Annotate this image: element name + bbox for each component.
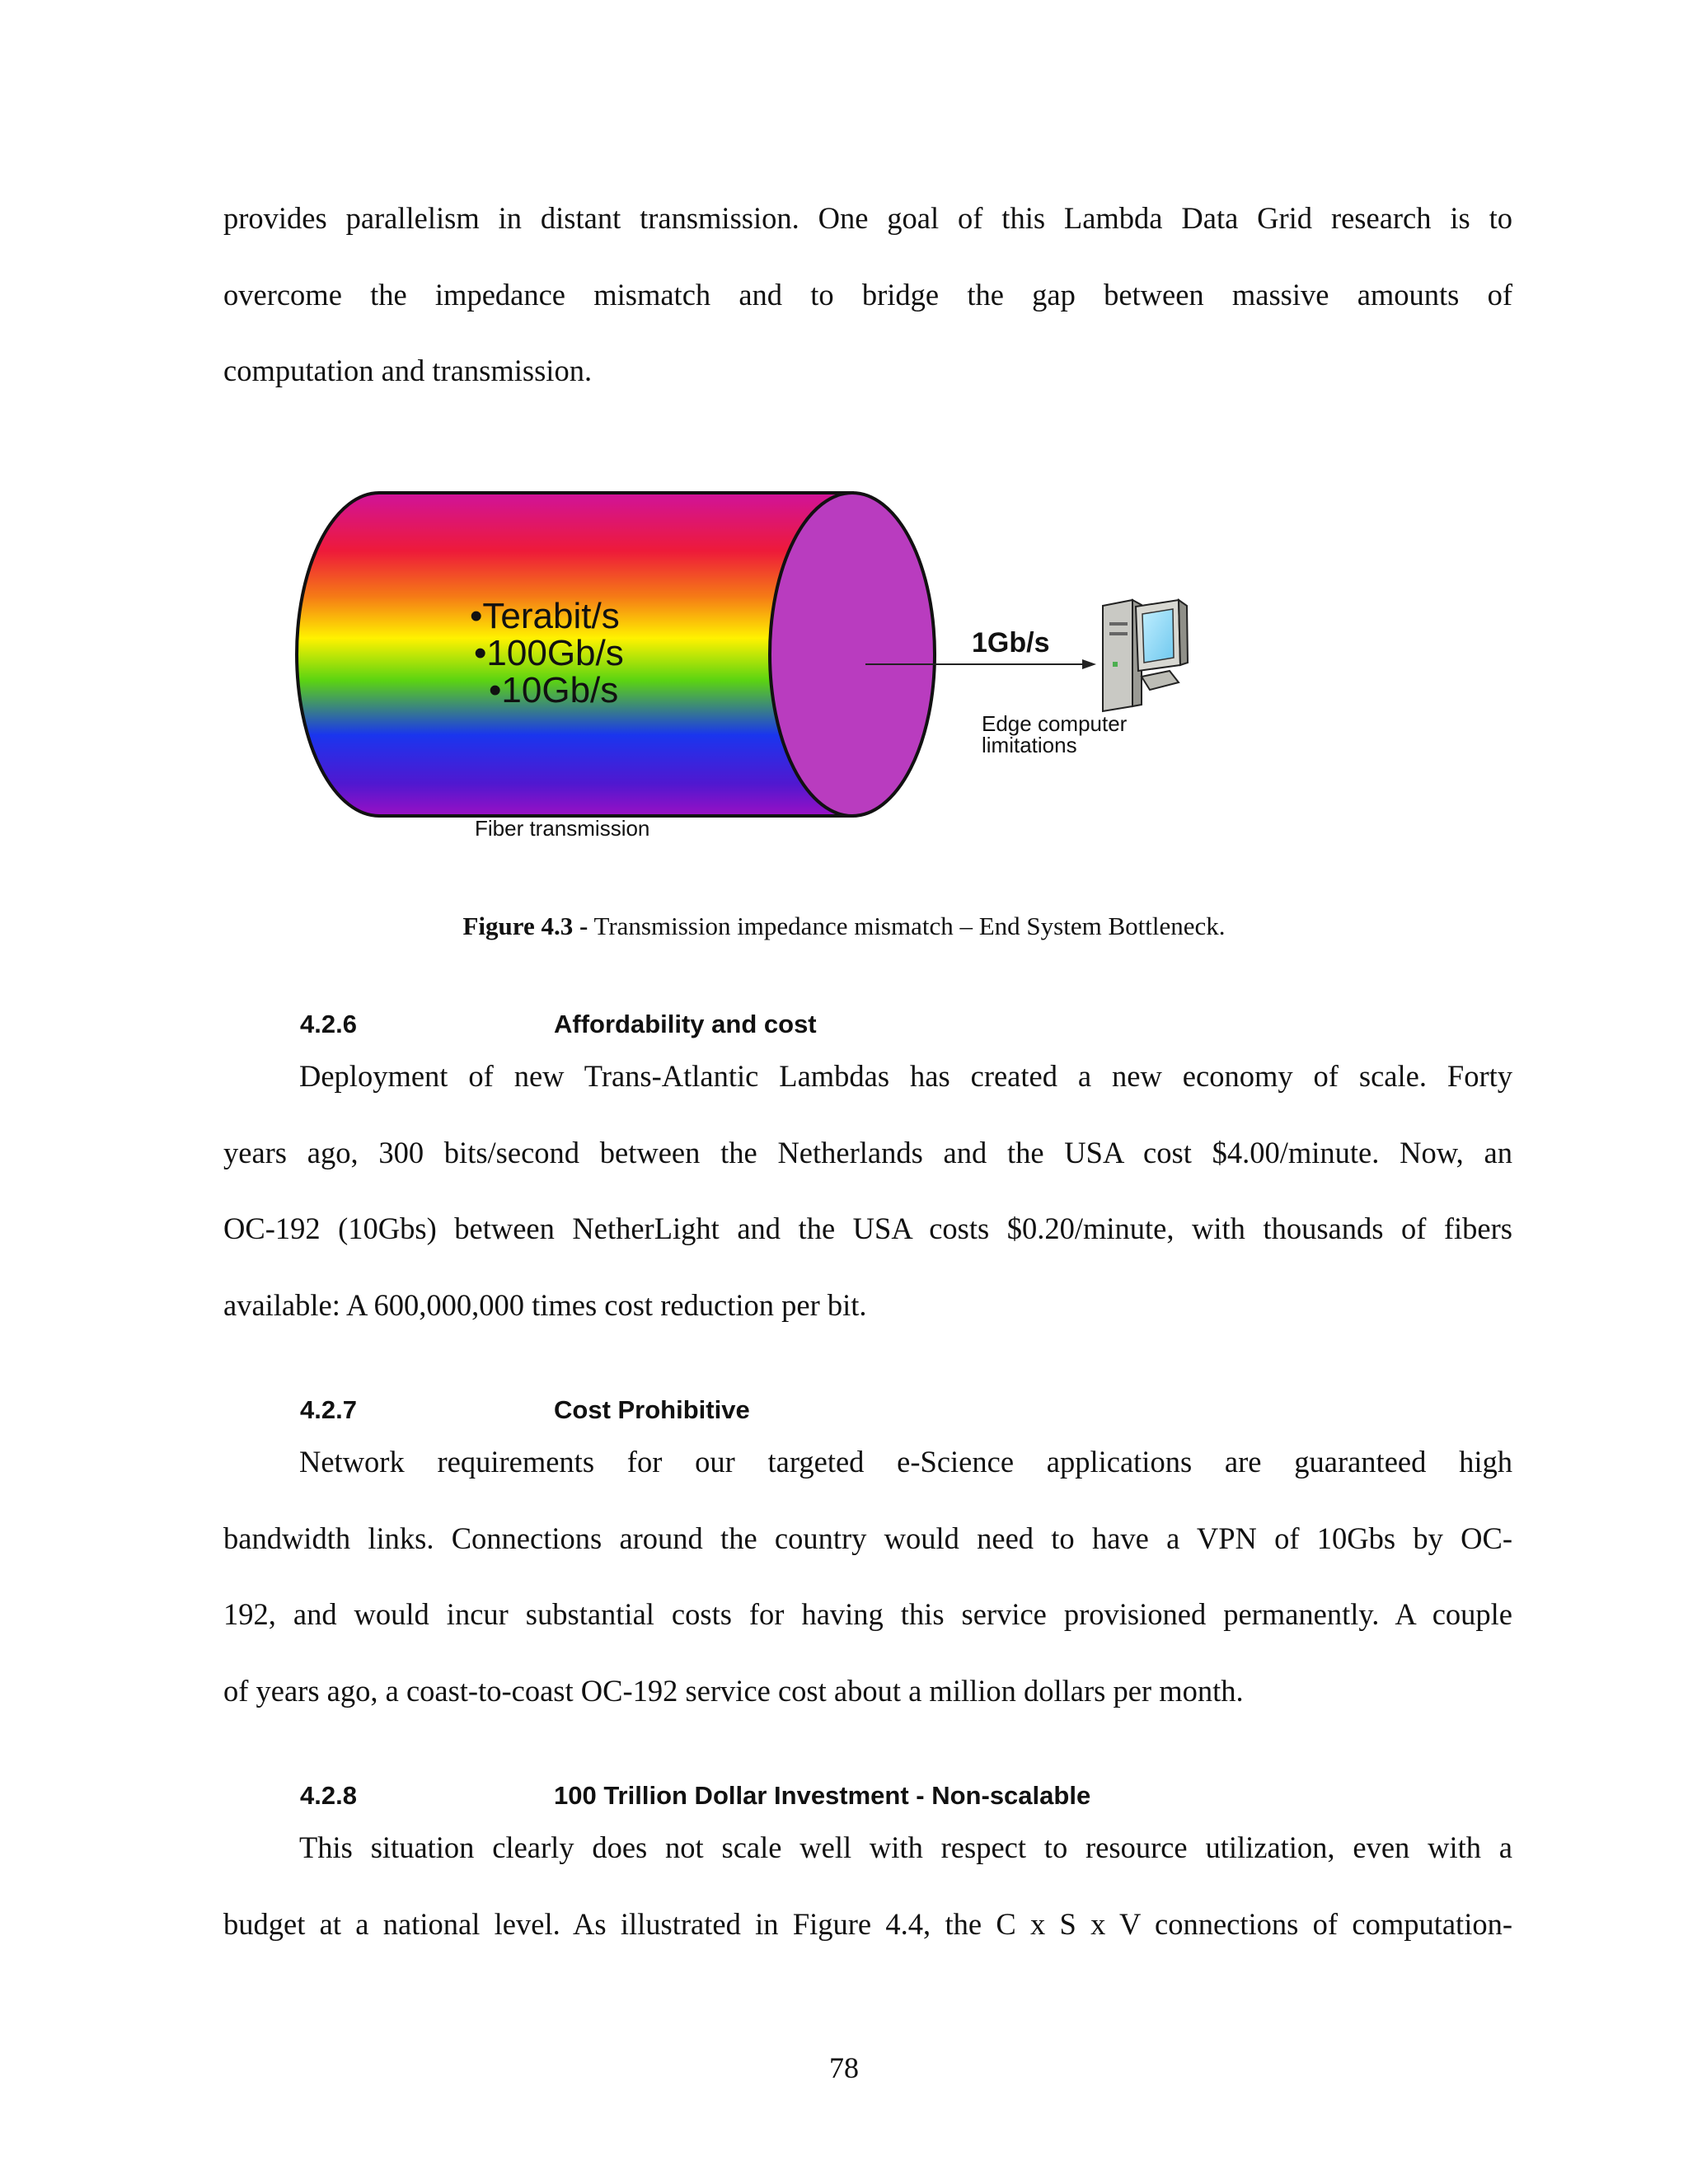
figure-caption	[0, 910, 1688, 943]
link-rate-label: 1Gb/s	[972, 627, 1050, 658]
section-title: Cost Prohibitive	[554, 1395, 750, 1424]
section-title: 100 Trillion Dollar Investment - Non-scalable	[554, 1781, 1091, 1810]
text-line: available: A 600,000,000 times cost reduction per bit.	[223, 1287, 867, 1322]
section-number: 4.2.8	[300, 1781, 357, 1810]
rate-terabit: •Terabit/s	[470, 596, 620, 636]
section-title: Affordability and cost	[554, 1010, 817, 1038]
text-line: bandwidth links. Connections around the country would need to have a VPN of 10Gbs by OC-	[223, 1521, 1512, 1555]
text-line: overcome the impedance mismatch and to bridge the gap between massive amounts of	[223, 277, 1512, 312]
section-number: 4.2.6	[300, 1010, 357, 1038]
caption-text: Transmission impedance mismatch – End System Bottleneck.	[588, 912, 1226, 940]
fiber-cylinder-end	[770, 493, 935, 816]
section-paragraph	[223, 1038, 1512, 1343]
rate-100gb: •100Gb/s	[474, 633, 624, 673]
text-line: computation and transmission.	[223, 354, 593, 387]
intro-paragraph	[223, 180, 1512, 410]
caption-label: Figure 4.3 -	[462, 912, 588, 940]
arrow-head-icon	[1082, 659, 1096, 669]
edge-label-line: limitations	[982, 733, 1077, 757]
fiber-bottleneck-figure	[293, 482, 1232, 845]
section-heading	[300, 1394, 1124, 1427]
edge-computer-label	[982, 711, 1133, 757]
text-line: Network requirements for our targeted e-Science applications are guaranteed high	[299, 1445, 1512, 1479]
text-line: This situation clearly does not scale well with respect to resource utilization, even with a	[299, 1830, 1512, 1864]
text-line: budget at a national level. As illustrated in Figure 4.4, the C x S x V connections of computation-	[223, 1906, 1512, 1941]
section-paragraph	[223, 1810, 1512, 1962]
text-line: provides parallelism in distant transmission. One goal of this Lambda Data Grid research is to	[223, 201, 1512, 235]
rate-10gb: •10Gb/s	[489, 670, 619, 710]
page-number: 78	[829, 2051, 859, 2084]
text-line: years ago, 300 bits/second between the Netherlands and the USA cost $4.00/minute. Now, an	[223, 1135, 1512, 1169]
text-line: 192, and would incur substantial costs for having this service provisioned permanently. A couple	[223, 1597, 1512, 1631]
edge-label-line: Edge computer	[982, 711, 1128, 736]
text-line: of years ago, a coast-to-coast OC-192 service cost about a million dollars per month.	[223, 1673, 1244, 1708]
section-heading	[300, 1008, 1124, 1041]
fiber-transmission-label: Fiber transmission	[475, 816, 650, 841]
section-paragraph	[223, 1424, 1512, 1729]
computer-icon	[1103, 600, 1188, 711]
text-line: OC-192 (10Gbs) between NetherLight and the USA costs $0.20/minute, with thousands of fibers	[223, 1212, 1512, 1245]
text-line: Deployment of new Trans-Atlantic Lambdas has created a new economy of scale. Forty	[299, 1059, 1512, 1093]
section-heading	[300, 1779, 1124, 1812]
section-number: 4.2.7	[300, 1395, 357, 1424]
